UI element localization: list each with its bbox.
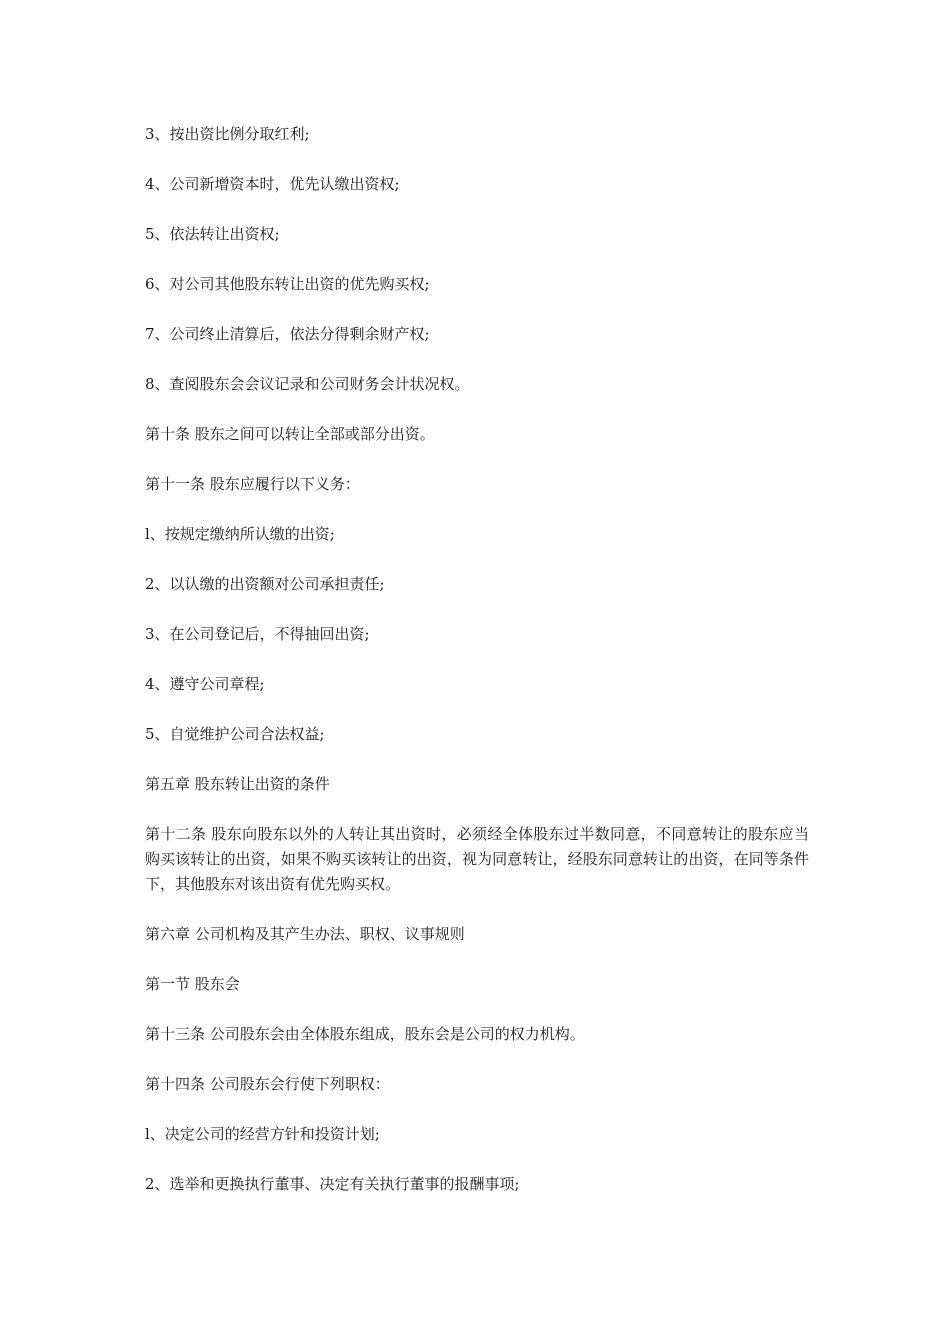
paragraph: 7、公司终止清算后，依法分得剩余财产权;	[145, 325, 430, 343]
paragraph: 8、查阅股东会会议记录和公司财务会计状况权。	[145, 375, 470, 393]
article-heading: 第十条 股东之间可以转让全部或部分出资。	[145, 425, 435, 443]
article-heading: 第十一条 股东应履行以下义务：	[145, 475, 360, 493]
paragraph: l、按规定缴纳所认缴的出资;	[145, 525, 335, 543]
paragraph: 4、遵守公司章程;	[145, 675, 265, 693]
article-heading: 第十四条 公司股东会行使下列职权：	[145, 1075, 390, 1093]
paragraph: l、决定公司的经营方针和投资计划;	[145, 1125, 380, 1143]
paragraph: 6、对公司其他股东转让出资的优先购买权;	[145, 275, 430, 293]
paragraph: 3、在公司登记后，不得抽回出资;	[145, 625, 370, 643]
section-heading: 第一节 股东会	[145, 975, 240, 993]
article-paragraph: 第十三条 公司股东会由全体股东组成，股东会是公司的权力机构。	[145, 1025, 585, 1043]
paragraph: 5、自觉维护公司合法权益;	[145, 725, 325, 743]
paragraph: 2、以认缴的出资额对公司承担责任;	[145, 575, 385, 593]
paragraph: 5、依法转让出资权;	[145, 225, 280, 243]
document-body	[145, 122, 809, 1197]
paragraph: 2、选举和更换执行董事、决定有关执行董事的报酬事项;	[145, 1175, 520, 1193]
chapter-heading: 第五章 股东转让出资的条件	[145, 775, 330, 793]
paragraph: 4、公司新增资本时，优先认缴出资权;	[145, 175, 400, 193]
chapter-heading: 第六章 公司机构及其产生办法、职权、议事规则	[145, 925, 465, 943]
article-paragraph: 第十二条 股东向股东以外的人转让其出资时，必须经全体股东过半数同意，不同意转让的股东应当购买该转让的出资，如果不购买该转让的出资，视为同意转让，经股东同意转让的出资，在同等条件下，其他股东对该出资有优先购买权。	[145, 825, 809, 893]
paragraph: 3、按出资比例分取红利;	[145, 125, 310, 143]
